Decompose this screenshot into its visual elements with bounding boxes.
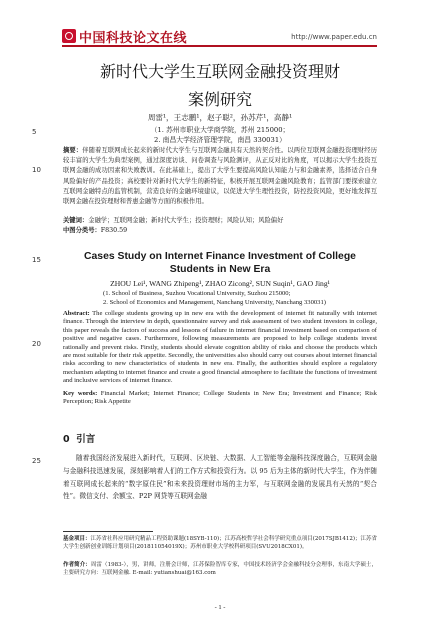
abstract-cn-label: 摘要：	[63, 147, 83, 154]
keywords-en	[63, 390, 377, 407]
line-number: 5	[32, 128, 37, 136]
authors-en: ZHOU Lei¹, WANG Zhipeng¹, ZHAO Zicong², SUN Suqin¹, GAO Jing¹	[110, 279, 330, 288]
paper-title-cn-line2: 案例研究	[187, 90, 252, 109]
line-number: 20	[32, 340, 41, 348]
paper-title-en-line2: Students in New Era	[169, 264, 271, 275]
affiliation-en-2: 2. School of Economics and Management, Nanchang University, Nanchang 330031)	[103, 298, 326, 306]
section-number: 0	[63, 434, 70, 445]
page-number: - 1 -	[214, 604, 226, 611]
footnote-author	[63, 561, 377, 578]
paper-title-cn-line1: 新时代大学生互联网金融投资理财	[99, 62, 340, 81]
clc-number	[63, 226, 377, 235]
line-number: 15	[32, 256, 41, 264]
body-paragraph: 随着我国经济发展进入新时代，互联网、区块链、大数据、人工智能等金融科技深度融合，互联网金融与金融科技迅速发展，深刻影响着人们的工作方式和投资行为。以 95 后为主体的新时代大学生，作为伴随着互联网成长起来的“数字原住民”和未来投资理财市场的主力军，与互联网金融的发展具有天然的“契合性”。微信支付、余额宝、P2P 网贷等互联网金融	[63, 454, 377, 501]
keywords-en-text: Financial Market; Internet Finance; College Students in New Era; Investment and Finance; Risk Perception; Risk Appetite	[63, 390, 377, 406]
abstract-en-label: Abstract:	[63, 310, 90, 317]
footnote-divider	[63, 531, 153, 532]
affiliation-cn-1: （1. 苏州市职业大学商学院，苏州 215000；	[150, 126, 290, 134]
abstract-en	[63, 310, 377, 386]
section-title: 引言	[76, 434, 96, 445]
section-heading	[63, 431, 95, 445]
line-number: 25	[32, 457, 41, 465]
site-url-link[interactable]: http://www.paper.edu.cn	[291, 33, 377, 41]
footnote-funding-text: 江苏省社科应用研究精品工程资助课题(18SYB-110)；江苏高校哲学社会科学研究重点项目(2017SJB1412)；江苏省大学生创新创业训练计划项目(201811054019X)；苏州市职业大学校科研项目(SVU2018CX01)。	[63, 536, 378, 551]
footnote-author-label: 作者简介：	[63, 562, 91, 568]
clc-label: 中图分类号：	[63, 227, 101, 234]
authors-cn: 周雷¹，王志鹏¹，赵子聪²，孙苏芹¹，高静¹	[147, 113, 293, 122]
logo-text: 中国科技论文在线	[79, 30, 188, 46]
logo-icon	[62, 29, 76, 43]
abstract-en-text: The college students growing up in new era with the development of internet fit naturally with internet finance. Through the interview in depth, questionnaire survey and risk assessment of two student investors in college, this paper reveals the factors of success and lessons of failure in internet financial investment based on comparison of positive and negative cases. Furthermore, following measurements are proposed to help college students invest rationally and prevent risks. Firstly, students should elevate cognition ability of risks and choose the products which are most suitable for their risk appetite. Secondly, the universities also should carry out courses about internet financial risks according to new characteristics of students in new era. Finally, the authorities should explore a regulatory mechanism adapting to internet finance and create a good financial atmosphere to facilitate the functions of investment and inclusive services of internet finance.	[63, 310, 377, 385]
keywords-cn-text: 金融学；互联网金融；新时代大学生；投资理财；风险认知；风险偏好	[88, 217, 284, 224]
keywords-cn	[63, 216, 377, 225]
page-header	[0, 0, 440, 46]
abstract-cn	[63, 146, 377, 207]
keywords-cn-label: 关键词：	[63, 217, 89, 224]
paper-title-en-line1: Cases Study on Internet Finance Investment of College	[84, 251, 356, 262]
affiliations-en	[63, 290, 377, 308]
footnote-funding	[63, 535, 377, 552]
footnote-author-text: 周雷（1983-），男，讲师，注册会计师，江苏保险智库专家，中国技术经济学会金融科技分会理事，东南大学硕士，主要研究方向：互联网金融. E-mail: yutianshuai@163.com	[63, 562, 377, 577]
site-logo[interactable]	[62, 28, 187, 44]
paper-title-cn	[63, 62, 377, 110]
abstract-cn-text: 伴随着互联网成长起来的新时代大学生与互联网金融具有天然的契合性。以两位互联网金融投资理财经历较丰富的大学生为典型案例，通过深度访谈、问卷调查与风险测评，从正反对比的角度，可以揭示大学生投资互联网金融的成功因素和失败教训。在此基础上，提出了大学生要提高风险认知能力与和金融素养，选择适合自身风险偏好的产品投资；高校要针对新时代大学生的新特征，积极开展互联网金融风险教育；监管部门要探索建立互联网金融特点的监管机制，营造良好的金融环境建议，以促进大学生理性投资，防控投资风险，更好地发挥互联网金融在投资理财和普惠金融等方面的积极作用。	[63, 147, 378, 206]
paper-title-en	[63, 250, 377, 276]
affiliation-en-1: (1. School of Business, Suzhou Vocational University, Suzhou 215000;	[103, 290, 291, 297]
footnote-funding-label: 基金项目：	[63, 536, 91, 542]
affiliation-cn-2: 2. 南昌大学经济管理学院，南昌 330031）	[154, 136, 286, 144]
clc-value: F830.59	[100, 227, 128, 234]
line-number: 10	[32, 166, 41, 174]
keywords-en-label: Key words:	[63, 390, 98, 397]
header-divider	[62, 45, 377, 47]
